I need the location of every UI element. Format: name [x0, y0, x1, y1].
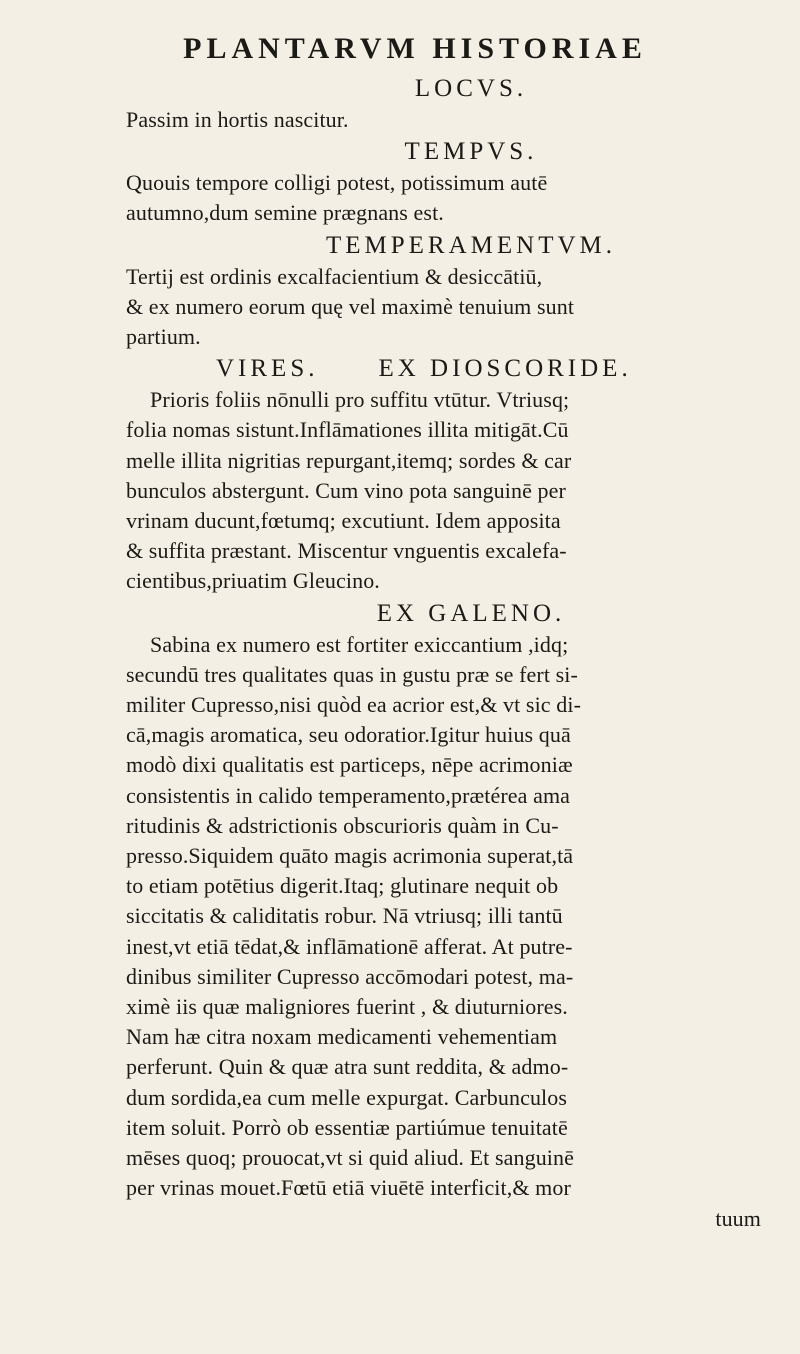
galeno-line: dinibus similiter Cupresso accōmodari potest, ma-	[126, 963, 574, 989]
galeno-line: perferunt. Quin & quæ atra sunt reddita, & admo-	[126, 1054, 569, 1080]
galeno-line: ritudinis & adstrictionis obscurioris quàm in Cu-	[126, 812, 559, 838]
vires-line: cientibus,priuatim Gleucino.	[126, 568, 380, 594]
text-block	[126, 72, 776, 1234]
temperamentum-line: partium.	[126, 324, 201, 350]
heading-dioscoride-label: EX DIOSCORIDE.	[378, 355, 632, 383]
vires-line: melle illita nigritias repurgant,itemq; sordes & car	[126, 447, 572, 473]
galeno-line: presso.Siquidem quāto magis acrimonia superat,tā	[126, 843, 574, 869]
vires-line: & suffita præstant. Miscentur vnguentis excalefa-	[126, 538, 567, 564]
vires-line: Prioris foliis nōnulli pro suffitu vtūtur. Vtriusq;	[150, 387, 570, 413]
galeno-line: secundū tres qualitates quas in gustu præ se fert si-	[126, 661, 578, 687]
galeno-line: siccitatis & caliditatis robur. Nā vtriusq; illi tantū	[126, 903, 563, 929]
galeno-line: item soluit. Porrò ob essentiæ partiúmue tenuitatē	[126, 1114, 568, 1140]
heading-galeno: EX GALENO.	[376, 599, 566, 627]
vires-line: bunculos abstergunt. Cum vino pota sanguinē per	[126, 477, 566, 503]
vires-line: folia nomas sistunt.Inflāmationes illita mitigāt.Cū	[126, 417, 569, 443]
galeno-line: to etiam potētius digerit.Itaq; glutinare nequit ob	[126, 873, 559, 899]
temperamentum-line: & ex numero eorum quę vel maximè tenuium sunt	[126, 293, 575, 319]
galeno-line: mēses quoq; prouocat,vt si quid aliud. Et sanguinē	[126, 1145, 574, 1171]
heading-vires-label: VIRES.	[216, 355, 319, 383]
heading-locus: LOCVS.	[414, 75, 528, 102]
heading-tempus: TEMPVS.	[404, 138, 538, 166]
galeno-line: inest,vt etiā tēdat,& inflāmationē afferat. At putre-	[126, 933, 573, 959]
heading-vires	[126, 352, 776, 385]
galeno-line: Nam hæ citra noxam medicamenti vehementiam	[126, 1024, 558, 1050]
temperamentum-line: Tertij est ordinis excalfacientium & desiccātiū,	[126, 263, 543, 289]
running-head: PLANTARVM HISTORIAE	[183, 32, 647, 65]
galeno-line: ximè iis quæ maligniores fuerint , & diuturniores.	[126, 994, 568, 1020]
galeno-line: cā,magis aromatica, seu odoratior.Igitur huius quā	[126, 722, 571, 748]
galeno-line: modò dixi qualitatis est particeps, nēpe acrimoniæ	[126, 752, 573, 778]
galeno-line: per vrinas mouet.Fœtū etiā viuētē interficit,& mor	[126, 1175, 571, 1201]
galeno-line: dum sordida,ea cum melle expurgat. Carbunculos	[126, 1084, 568, 1110]
catchword: tuum	[715, 1205, 761, 1231]
tempus-line: Quouis tempore colligi potest, potissimum autē	[126, 170, 548, 196]
heading-temperamentum: TEMPERAMENTVM.	[325, 231, 617, 259]
tempus-line: autumno,dum semine prægnans est.	[126, 200, 444, 226]
vires-line: vrinam ducunt,fœtumq; excutiunt. Idem apposita	[126, 508, 561, 534]
galeno-line: militer Cupresso,nisi quòd ea acrior est,& vt sic di-	[126, 692, 581, 718]
locus-line: Passim in hortis nascitur.	[126, 107, 349, 132]
galeno-line: consistentis in calido temperamento,prætérea ama	[126, 782, 571, 808]
galeno-line: Sabina ex numero est fortiter exiccantium ,idq;	[150, 631, 569, 657]
